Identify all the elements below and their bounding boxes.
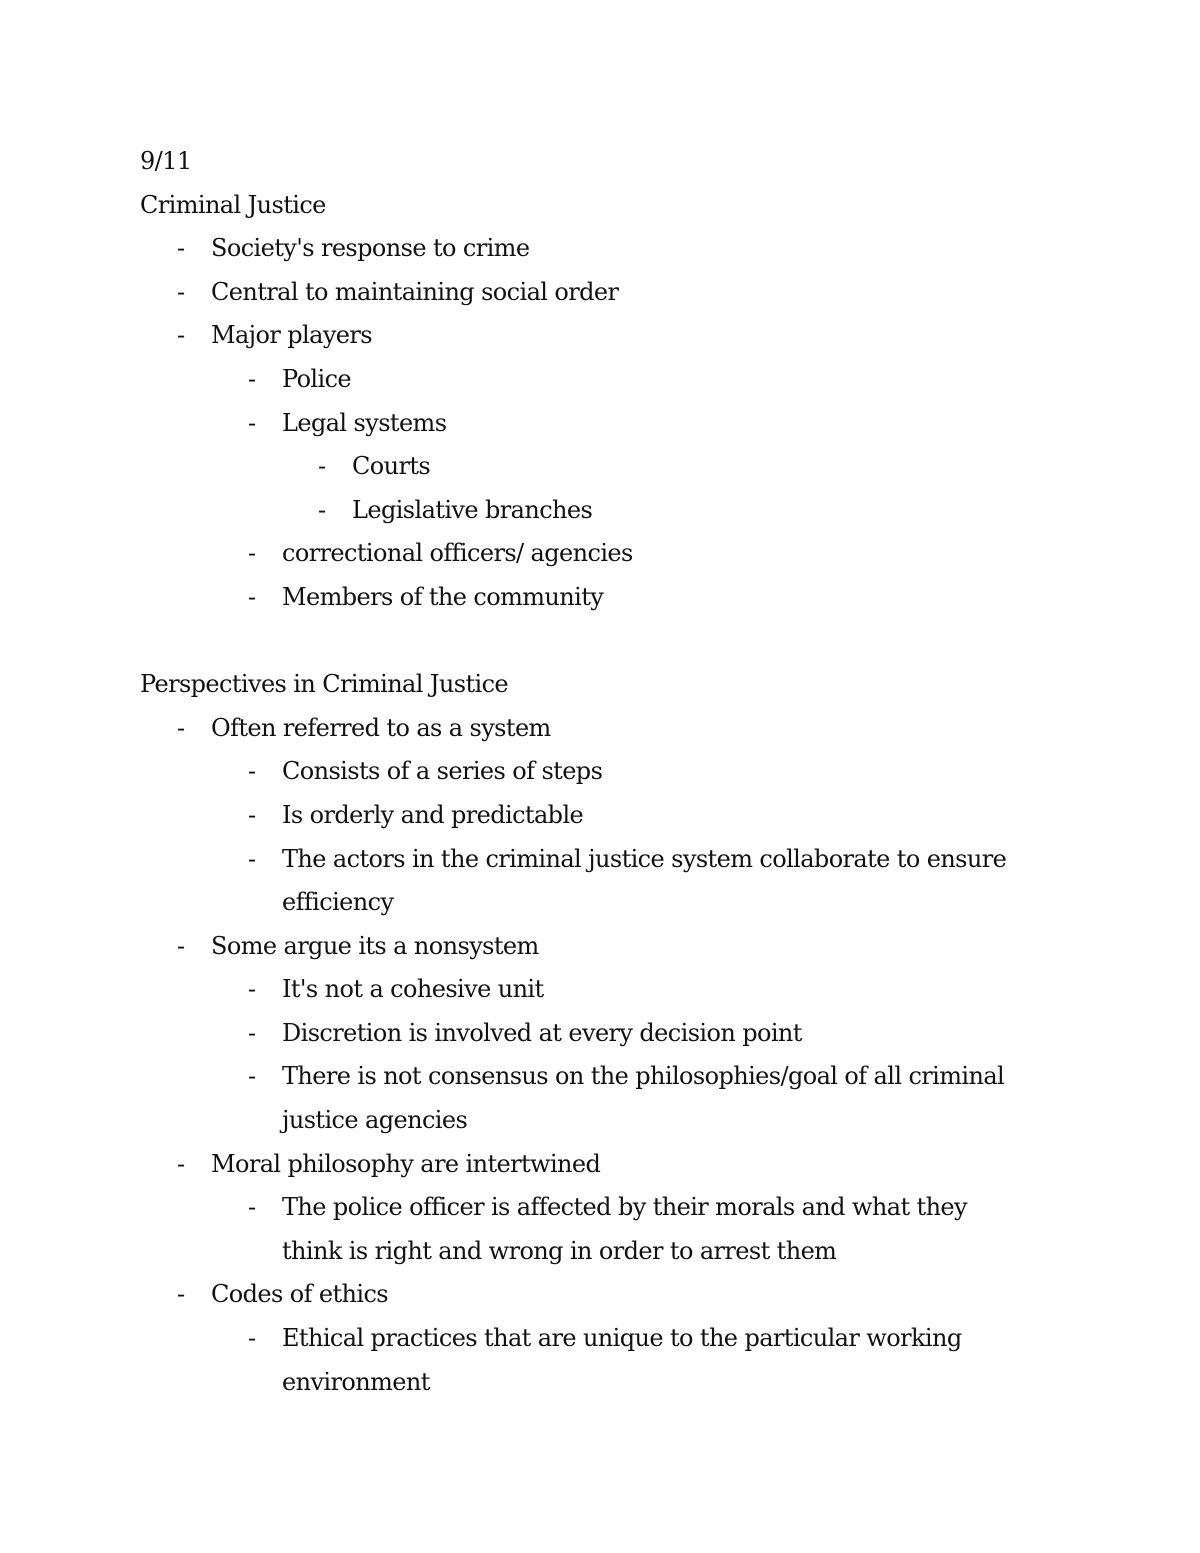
list-item: - The actors in the criminal justice system collaborate to ensure efficiency bbox=[282, 838, 1060, 925]
date-line: 9/11 bbox=[140, 147, 192, 175]
dash-marker: - bbox=[177, 1280, 185, 1309]
list-item: - The police officer is affected by their morals and what they think is right and wrong in order to arrest them bbox=[282, 1186, 1060, 1273]
blank-line bbox=[140, 620, 1060, 664]
dash-marker: - bbox=[177, 1149, 185, 1178]
dash-marker: - bbox=[248, 975, 256, 1004]
dash-marker: - bbox=[177, 713, 185, 742]
list-item: - Members of the community bbox=[282, 576, 1060, 620]
section-heading-criminal-justice: Criminal Justice bbox=[140, 190, 326, 219]
section-heading-perspectives: Perspectives in Criminal Justice bbox=[140, 670, 509, 699]
list-item: - Legislative branches bbox=[352, 489, 1060, 533]
dash-marker: - bbox=[248, 800, 256, 829]
notes-content bbox=[140, 140, 1060, 1404]
dash-marker: - bbox=[248, 408, 256, 437]
list-item: - Consists of a series of steps bbox=[282, 750, 1060, 794]
dash-marker: - bbox=[248, 539, 256, 568]
dash-marker: - bbox=[248, 582, 256, 611]
dash-marker: - bbox=[318, 452, 326, 481]
list-item: - Major players bbox=[211, 314, 1060, 358]
list-item: - Central to maintaining social order bbox=[211, 271, 1060, 315]
dash-marker: - bbox=[318, 495, 326, 524]
list-item: - Legal systems bbox=[282, 402, 1060, 446]
dash-marker: - bbox=[177, 234, 185, 263]
dash-marker: - bbox=[177, 277, 185, 306]
list-item: - There is not consensus on the philosophies/goal of all criminal justice agencies bbox=[282, 1055, 1060, 1142]
list-item: - Codes of ethics bbox=[211, 1273, 1060, 1317]
list-item: - correctional officers/ agencies bbox=[282, 532, 1060, 576]
list-item: - Moral philosophy are intertwined bbox=[211, 1143, 1060, 1187]
dash-marker: - bbox=[248, 757, 256, 786]
dash-marker: - bbox=[248, 1324, 256, 1353]
list-item: - Discretion is involved at every decision point bbox=[282, 1012, 1060, 1056]
dash-marker: - bbox=[248, 364, 256, 393]
list-item: - Some argue its a nonsystem bbox=[211, 925, 1060, 969]
list-item: - Courts bbox=[352, 445, 1060, 489]
dash-marker: - bbox=[248, 1062, 256, 1091]
list-item: - It's not a cohesive unit bbox=[282, 968, 1060, 1012]
list-item: - Police bbox=[282, 358, 1060, 402]
list-item: - Is orderly and predictable bbox=[282, 794, 1060, 838]
dash-marker: - bbox=[248, 844, 256, 873]
list-item: - Ethical practices that are unique to the particular working environment bbox=[282, 1317, 1060, 1404]
dash-marker: - bbox=[248, 1193, 256, 1222]
dash-marker: - bbox=[177, 321, 185, 350]
dash-marker: - bbox=[177, 931, 185, 960]
dash-marker: - bbox=[248, 1018, 256, 1047]
list-item: - Often referred to as a system bbox=[211, 707, 1060, 751]
list-item: - Society's response to crime bbox=[211, 227, 1060, 271]
